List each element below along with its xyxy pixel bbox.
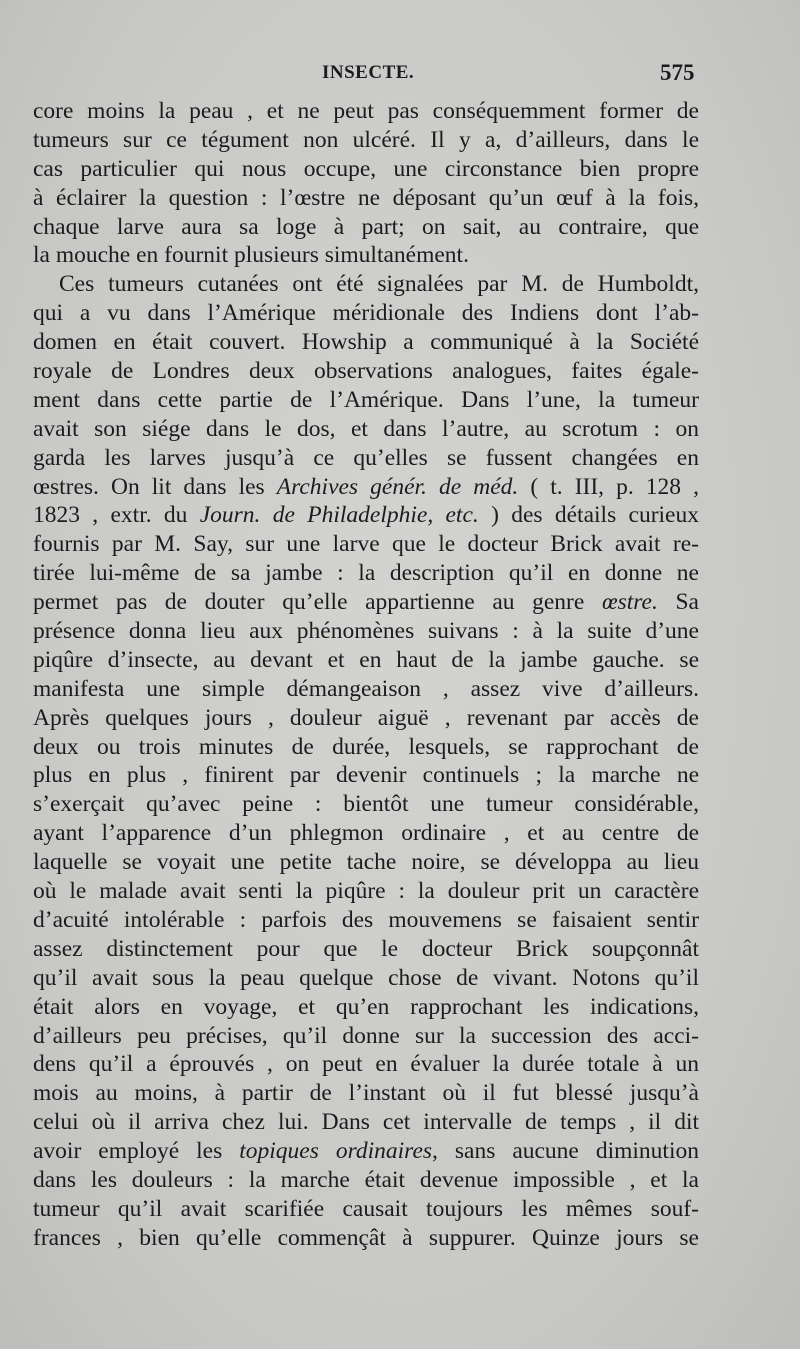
text-line: Ces tumeurs cutanées ont été signalées par M. de Humboldt, bbox=[59, 271, 699, 298]
body-text bbox=[33, 97, 699, 1253]
text-line: frances , bien qu’elle commençât à suppurer. Quinze jours se bbox=[33, 1224, 699, 1251]
italic-text: topiques ordinaires bbox=[239, 1138, 433, 1165]
text-line: présence donna lieu aux phénomènes suivans : à la suite d’une bbox=[33, 618, 699, 645]
text-line: manifesta une simple démangeaison , assez vive d’ailleurs. bbox=[33, 675, 699, 702]
text-line: tirée lui-même de sa jambe : la description qu’il en donne ne bbox=[33, 560, 699, 587]
text-line: avait son siége dans le dos, et dans l’autre, au scrotum : on bbox=[33, 415, 699, 442]
text-line: core moins la peau , et ne peut pas conséquemment former de bbox=[33, 98, 699, 124]
text-segment: Sa bbox=[657, 589, 699, 616]
page-header bbox=[0, 62, 800, 92]
text-line: qui a vu dans l’Amérique méridionale des Indiens dont l’ab- bbox=[33, 300, 699, 327]
text-line: garda les larves jusqu’à ce qu’elles se fussent changées en bbox=[33, 444, 699, 471]
text-line: ment dans cette partie de l’Amérique. Dans l’une, la tumeur bbox=[33, 386, 699, 413]
text-line: Après quelques jours , douleur aiguë , revenant par accès de bbox=[33, 704, 699, 731]
text-line: fournis par M. Say, sur une larve que le docteur Brick avait re- bbox=[33, 531, 699, 558]
text-line: qu’il avait sous la peau quelque chose de vivant. Notons qu’il bbox=[33, 964, 699, 991]
text-line: s’exerçait qu’avec peine : bientôt une tumeur considérable, bbox=[33, 791, 699, 818]
text-line bbox=[33, 1137, 699, 1166]
text-line: la mouche en fournit plusieurs simultanément. bbox=[33, 242, 469, 269]
text-line: où le malade avait senti la piqûre : la douleur prit un caractère bbox=[33, 878, 699, 905]
text-line: laquelle se voyait une petite tache noire, se développa au lieu bbox=[33, 849, 699, 876]
text-segment: , sans aucune diminution bbox=[432, 1138, 699, 1165]
text-line: ayant l’apparence d’un phlegmon ordinaire , et au centre de bbox=[33, 820, 699, 847]
text-line: chaque larve aura sa loge à part; on sait, au contraire, que bbox=[33, 213, 699, 240]
text-line bbox=[33, 473, 699, 502]
text-line: dans les douleurs : la marche était devenue impossible , et la bbox=[33, 1166, 699, 1193]
text-line: deux ou trois minutes de durée, lesquels, se rapprochant de bbox=[33, 733, 699, 760]
text-line: d’acuité intolérable : parfois des mouvemens se faisaient sentir bbox=[33, 906, 699, 933]
text-line: était alors en voyage, et qu’en rapprochant les indications, bbox=[33, 993, 699, 1020]
text-line: assez distinctement pour que le docteur Brick soupçonnât bbox=[33, 935, 699, 962]
text-segment: avoir employé les bbox=[33, 1138, 240, 1165]
text-line: à éclairer la question : l’œstre ne déposant qu’un œuf à la fois, bbox=[33, 184, 699, 211]
text-line bbox=[33, 501, 699, 530]
running-head: INSECTE. bbox=[322, 62, 415, 83]
italic-text: Journ. de Philadelphie, etc. bbox=[199, 502, 479, 529]
text-line: dens qu’il a éprouvés , on peut en évaluer la durée totale à un bbox=[33, 1051, 699, 1078]
text-line: piqûre d’insecte, au devant et en haut de la jambe gauche. se bbox=[33, 646, 699, 673]
text-line: d’ailleurs peu précises, qu’il donne sur la succession des acci- bbox=[33, 1022, 699, 1049]
text-line: cas particulier qui nous occupe, une circonstance bien propre bbox=[33, 155, 699, 182]
text-line: tumeur qu’il avait scarifiée causait toujours les mêmes souf- bbox=[33, 1195, 699, 1222]
text-line: plus en plus , finirent par devenir continuels ; la marche ne bbox=[33, 762, 699, 789]
text-segment: permet pas de douter qu’elle appartienne au genre bbox=[33, 589, 602, 616]
page-number: 575 bbox=[660, 60, 695, 85]
text-segment: 1823 , extr. du bbox=[33, 502, 200, 529]
italic-text: Archives génér. de méd. bbox=[276, 473, 519, 500]
text-line: domen en était couvert. Howship a communiqué à la Société bbox=[33, 329, 699, 356]
text-line bbox=[33, 588, 699, 617]
text-line: tumeurs sur ce tégument non ulcéré. Il y a, d’ailleurs, dans le bbox=[33, 126, 699, 153]
text-segment: œstres. On lit dans les bbox=[33, 473, 277, 500]
text-line: royale de Londres deux observations analogues, faites égale- bbox=[33, 358, 699, 385]
text-segment: ( t. III, p. 128 , bbox=[518, 473, 699, 500]
italic-text: œstre. bbox=[601, 589, 658, 616]
text-line: celui où il arriva chez lui. Dans cet intervalle de temps , il dit bbox=[33, 1109, 699, 1136]
text-segment: ) des détails curieux bbox=[478, 502, 699, 529]
text-line: mois au moins, à partir de l’instant où il fut blessé jusqu’à bbox=[33, 1080, 699, 1107]
